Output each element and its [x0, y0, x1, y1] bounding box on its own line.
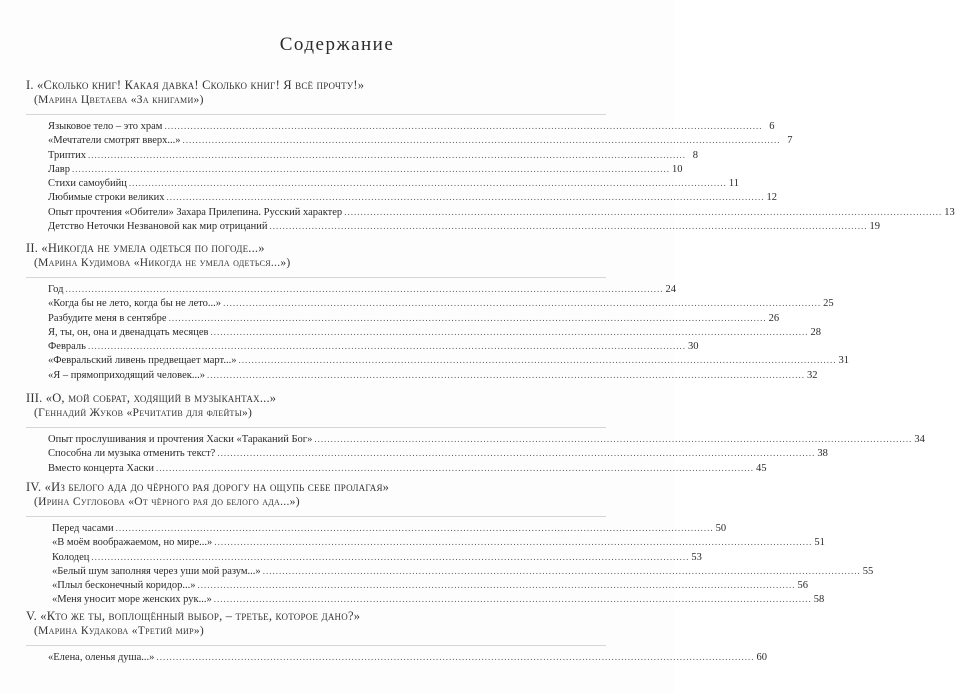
entry-page: 45 — [756, 462, 767, 474]
section-source: (Марина Цветаева «За книгами») — [34, 94, 204, 106]
entry-title: «В моём воображаемом, но мире...» — [52, 537, 213, 549]
entry-title: «Когда бы не лето, когда бы не лето...» — [48, 298, 222, 310]
entry-title: Вместо концерта Хаски — [48, 462, 155, 474]
entry-title: Год — [48, 284, 64, 295]
entry-title: «Мечтатели смотрят вверх...» — [48, 135, 181, 147]
section-epigraph: «Никогда не умела одеться по погоде...» — [41, 241, 265, 255]
entry-page: 13 — [944, 206, 955, 218]
toc-entry[interactable] — [48, 535, 825, 549]
entry-page: 56 — [797, 580, 808, 592]
entry-title: Способна ли музыка отменить текст? — [48, 448, 216, 460]
toc-entry[interactable] — [48, 311, 780, 325]
section-heading — [26, 78, 606, 93]
entry-page: 60 — [756, 652, 767, 663]
entry-leader: ........................................................................................................................................................................................ — [65, 284, 664, 294]
entry-page: 30 — [687, 341, 699, 353]
entry-list — [26, 432, 925, 475]
toc-entry[interactable] — [48, 461, 767, 475]
entry-leader: ........................................................................................................................................................................................ — [314, 434, 913, 444]
entry-title: Стихи самоубийц — [48, 178, 127, 190]
entry-page: 51 — [814, 537, 825, 549]
section-divider — [26, 516, 606, 517]
toc-entry[interactable] — [48, 446, 828, 460]
entry-leader: ........................................................................................................................................................................................ — [168, 312, 767, 323]
toc-section-5 — [26, 609, 767, 664]
entry-title: Триптих — [48, 149, 86, 161]
entry-title: Детство Неточки Незвановой как мир отрицаний — [48, 221, 268, 233]
entry-leader: ........................................................................................................................................................................................ — [344, 206, 943, 217]
entry-title: «Плыл бесконечный коридор...» — [52, 580, 196, 592]
entry-page: 28 — [810, 326, 821, 338]
toc-entry[interactable] — [48, 219, 881, 233]
section-epigraph: «Кто же ты, воплощённый выбор, – третье, которое дано?» — [40, 609, 361, 623]
toc-entry[interactable] — [48, 148, 698, 162]
section-heading — [26, 241, 606, 256]
section-divider — [26, 277, 606, 278]
entry-leader: ........................................................................................................................................................................................ — [156, 462, 755, 473]
toc-section-4 — [26, 480, 874, 607]
section-source: (Марина Кудимова «Никогда не умела одеться...») — [34, 257, 291, 269]
entry-leader: ........................................................................................................................................................................................ — [269, 221, 868, 232]
entry-page: 53 — [691, 551, 702, 563]
entry-leader: ........................................................................................................................................................................................ — [262, 565, 861, 576]
entry-title: «Февральский ливень предвещает март...» — [48, 355, 237, 367]
entry-leader: ........................................................................................................................................................................................ — [217, 448, 816, 459]
toc-section-3 — [26, 391, 925, 475]
section-heading — [26, 480, 606, 495]
entry-leader: ........................................................................................................................................................................................ — [164, 121, 763, 131]
section-heading — [26, 609, 606, 624]
entry-page: 38 — [817, 448, 828, 460]
entry-title: Языковое тело – это храм — [48, 121, 163, 132]
section-heading — [26, 391, 606, 406]
entry-title: Перед часами — [52, 523, 114, 534]
entry-leader: ........................................................................................................................................................................................ — [166, 192, 765, 203]
toc-entry[interactable] — [48, 133, 793, 147]
section-numeral: III. — [26, 391, 43, 405]
entry-leader: ........................................................................................................................................................................................ — [72, 163, 670, 174]
toc-entry[interactable] — [48, 176, 739, 190]
entry-list — [26, 282, 849, 382]
entry-leader: ........................................................................................................................................................................................ — [87, 341, 686, 352]
entry-leader: ........................................................................................................................................................................................ — [223, 298, 822, 309]
toc-entry[interactable] — [48, 521, 727, 535]
entry-title: Колодец — [52, 551, 90, 563]
entry-page: 50 — [715, 523, 727, 534]
entry-leader: ........................................................................................................................................................................................ — [115, 523, 714, 533]
toc-section-1 — [26, 78, 955, 233]
entry-leader: ........................................................................................................................................................................................ — [156, 652, 755, 662]
entry-leader: ........................................................................................................................................................................................ — [206, 369, 805, 380]
entry-title: Я, ты, он, она и двенадцать месяцев — [48, 326, 209, 338]
entry-page: 19 — [869, 221, 881, 233]
section-source: (Ирина Суглобова «От чёрного рая до белого ада...») — [34, 496, 300, 508]
toc-entry[interactable] — [48, 162, 683, 176]
toc-entry[interactable] — [48, 592, 825, 606]
entry-title: «Меня уносит море женских рук...» — [52, 594, 212, 606]
toc-entry[interactable] — [48, 282, 676, 296]
entry-title: «Белый шум заполняя через уши мой разум...» — [52, 565, 261, 577]
entry-page: 58 — [813, 594, 825, 606]
toc-entry[interactable] — [48, 564, 874, 578]
entry-leader: ........................................................................................................................................................................................ — [87, 149, 686, 160]
section-numeral: I. — [26, 78, 34, 92]
section-epigraph: «Из белого ада до чёрного рая дорогу на ощупь себе пролагая» — [44, 480, 390, 494]
section-numeral: II. — [26, 241, 39, 255]
page-title: Содержание — [279, 34, 395, 55]
toc-entry[interactable] — [48, 353, 849, 367]
entry-title: Лавр — [48, 163, 70, 175]
entry-title: «Елена, оленья душа...» — [48, 652, 155, 663]
entry-page: 25 — [823, 298, 834, 310]
section-numeral: V. — [26, 609, 37, 623]
entry-title: Любимые строки великих — [48, 192, 165, 204]
entry-page: 10 — [672, 163, 683, 175]
entry-page: 24 — [665, 284, 676, 295]
section-epigraph: «О, мой собрат, ходящий в музыкантах...» — [45, 391, 277, 405]
toc-entry[interactable] — [48, 205, 955, 219]
entry-page: 6 — [769, 121, 775, 132]
entry-page: 11 — [728, 178, 739, 190]
entry-leader: ........................................................................................................................................................................................ — [182, 135, 781, 146]
entry-page: 31 — [838, 355, 849, 367]
entry-leader: ........................................................................................................................................................................................ — [128, 178, 727, 189]
entry-page: 26 — [768, 312, 780, 324]
entry-leader: ........................................................................................................................................................................................ — [210, 326, 809, 337]
entry-leader: ........................................................................................................................................................................................ — [197, 580, 796, 591]
toc-entry[interactable] — [48, 650, 767, 664]
entry-page: 34 — [914, 434, 925, 445]
entry-page: 8 — [692, 149, 698, 161]
entry-page: 55 — [862, 565, 874, 577]
toc-entry[interactable] — [48, 339, 699, 353]
section-numeral: IV. — [26, 480, 42, 494]
toc-entry[interactable] — [48, 119, 775, 133]
entry-leader: ........................................................................................................................................................................................ — [238, 355, 837, 366]
entry-title: Разбудите меня в сентябре — [48, 312, 167, 324]
toc-entry[interactable] — [48, 190, 778, 204]
entry-title: «Я – прямоприходящий человек...» — [48, 369, 205, 381]
toc-entry[interactable] — [48, 325, 821, 339]
entry-page: 12 — [766, 192, 778, 204]
entry-page: 7 — [787, 135, 793, 147]
entry-leader: ........................................................................................................................................................................................ — [214, 537, 813, 548]
entry-list — [26, 650, 767, 664]
toc-entry[interactable] — [48, 550, 702, 564]
entry-title: Опыт прочтения «Обители» Захара Прилепина. Русский характер — [48, 206, 343, 218]
entry-page: 32 — [806, 369, 818, 381]
toc-entry[interactable] — [48, 432, 925, 446]
section-divider — [26, 645, 606, 646]
entry-list — [26, 521, 874, 607]
section-divider — [26, 427, 606, 428]
toc-section-2 — [26, 241, 849, 382]
toc-entry[interactable] — [48, 578, 808, 592]
entry-leader: ........................................................................................................................................................................................ — [91, 551, 690, 562]
section-source: (Геннадий Жуков «Речитатив для флейты») — [34, 407, 253, 419]
toc-entry[interactable] — [48, 368, 818, 382]
entry-title: Февраль — [48, 341, 86, 353]
entry-leader: ........................................................................................................................................................................................ — [213, 594, 812, 605]
entry-title: Опыт прослушивания и прочтения Хаски «Тараканий Бог» — [48, 434, 313, 445]
section-divider — [26, 114, 606, 115]
toc-entry[interactable] — [48, 296, 834, 310]
section-source: (Марина Кудакова «Третий мир») — [34, 625, 204, 637]
section-epigraph: «Сколько книг! Какая давка! Сколько книг! Я всё прочту!» — [37, 78, 365, 92]
entry-list — [26, 119, 955, 233]
